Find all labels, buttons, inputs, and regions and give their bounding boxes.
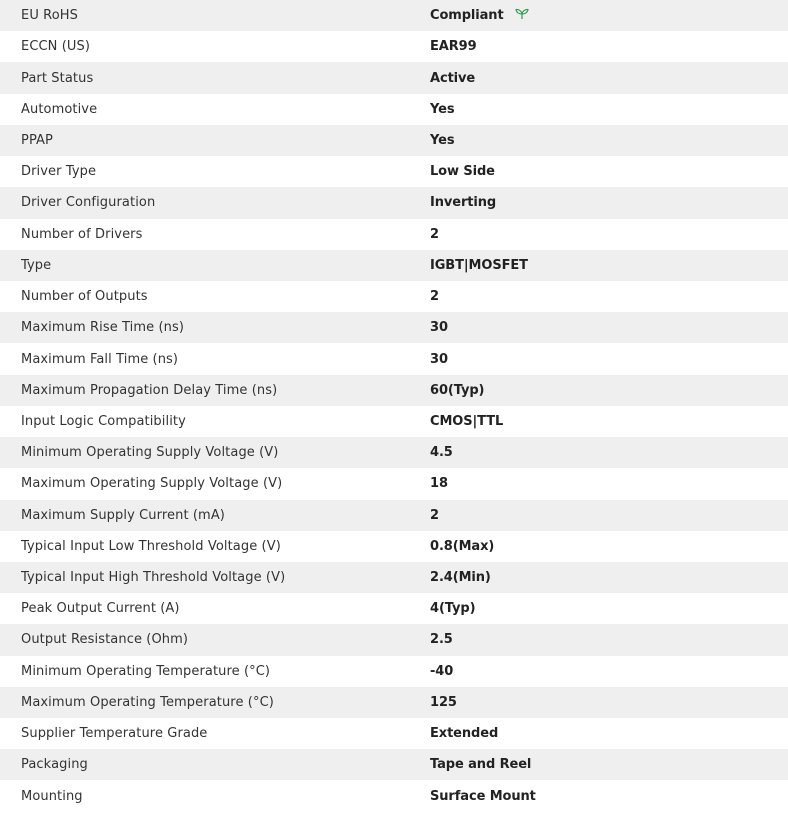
spec-attribute: Typical Input Low Threshold Voltage (V) [21,538,281,554]
spec-value: Yes [430,132,455,148]
spec-attribute: Maximum Operating Supply Voltage (V) [21,476,283,492]
spec-value: 60(Typ) [430,382,485,398]
spec-attribute: Maximum Fall Time (ns) [21,351,179,367]
spec-row-max-operating-temp [0,687,788,718]
spec-attribute: Typical Input High Threshold Voltage (V) [21,570,286,586]
spec-attribute: Output Resistance (Ohm) [21,632,189,648]
spec-row-eccn [0,31,788,62]
spec-row-max-propagation-delay [0,375,788,406]
spec-attribute: Mounting [21,788,83,804]
spec-value: Surface Mount [430,788,536,804]
spec-attribute: Maximum Propagation Delay Time (ns) [21,382,278,398]
spec-value: Active [430,70,476,86]
spec-value: 0.8(Max) [430,538,495,554]
spec-row-eu-rohs [0,0,788,31]
spec-attribute: PPAP [21,132,53,148]
spec-row-max-supply-current [0,500,788,531]
spec-attribute: Maximum Operating Temperature (°C) [21,694,274,710]
spec-attribute: Peak Output Current (A) [21,601,180,617]
spec-value: Inverting [430,195,497,211]
spec-attribute: Number of Drivers [21,226,143,242]
spec-value: Extended [430,726,499,742]
spec-row-number-of-drivers [0,219,788,250]
spec-value: -40 [430,663,454,679]
spec-value: Low Side [430,164,495,180]
spec-row-min-supply-voltage [0,437,788,468]
spec-row-part-status [0,62,788,93]
spec-attribute: Supplier Temperature Grade [21,726,208,742]
spec-row-input-high-threshold [0,562,788,593]
spec-row-max-rise-time [0,312,788,343]
spec-row-automotive [0,94,788,125]
spec-value: IGBT|MOSFET [430,257,528,273]
spec-attribute: Minimum Operating Supply Voltage (V) [21,445,279,461]
spec-value: 4(Typ) [430,601,476,617]
spec-value-cell [409,0,788,31]
spec-row-max-supply-voltage [0,468,788,499]
spec-row-mounting [0,780,788,811]
spec-value: 125 [430,694,457,710]
spec-attribute: Packaging [21,757,88,773]
spec-attribute: Minimum Operating Temperature (°C) [21,663,271,679]
spec-value: Yes [430,101,455,117]
spec-row-input-logic [0,406,788,437]
spec-row-temperature-grade [0,718,788,749]
spec-attribute: Input Logic Compatibility [21,413,186,429]
spec-value: 2 [430,507,439,523]
spec-row-peak-output-current [0,593,788,624]
leaf-icon [515,8,529,20]
spec-value: Tape and Reel [430,757,532,773]
spec-value: 30 [430,351,448,367]
spec-row-driver-configuration [0,187,788,218]
spec-row-min-operating-temp [0,656,788,687]
spec-value: EAR99 [430,39,477,55]
spec-attribute: Maximum Rise Time (ns) [21,320,185,336]
spec-attribute: Automotive [21,101,98,117]
spec-value: CMOS|TTL [430,413,504,429]
spec-attribute: Part Status [21,70,94,86]
spec-attribute: ECCN (US) [21,39,91,55]
spec-row-max-fall-time [0,343,788,374]
spec-row-ppap [0,125,788,156]
spec-value: 2 [430,226,439,242]
spec-value: 18 [430,476,448,492]
spec-attribute: Number of Outputs [21,289,148,305]
spec-attribute: EU RoHS [21,8,78,24]
spec-row-driver-type [0,156,788,187]
spec-attribute: Maximum Supply Current (mA) [21,507,225,523]
spec-value: Compliant [430,8,504,24]
spec-row-output-resistance [0,624,788,655]
spec-attribute: Type [21,257,52,273]
spec-value: 2 [430,289,439,305]
spec-value: 2.4(Min) [430,570,491,586]
spec-value: 30 [430,320,448,336]
spec-row-packaging [0,749,788,780]
spec-row-type [0,250,788,281]
spec-attribute: Driver Type [21,164,97,180]
spec-value: 4.5 [430,445,453,461]
spec-row-input-low-threshold [0,531,788,562]
spec-row-number-of-outputs [0,281,788,312]
spec-attribute: Driver Configuration [21,195,156,211]
spec-value: 2.5 [430,632,453,648]
